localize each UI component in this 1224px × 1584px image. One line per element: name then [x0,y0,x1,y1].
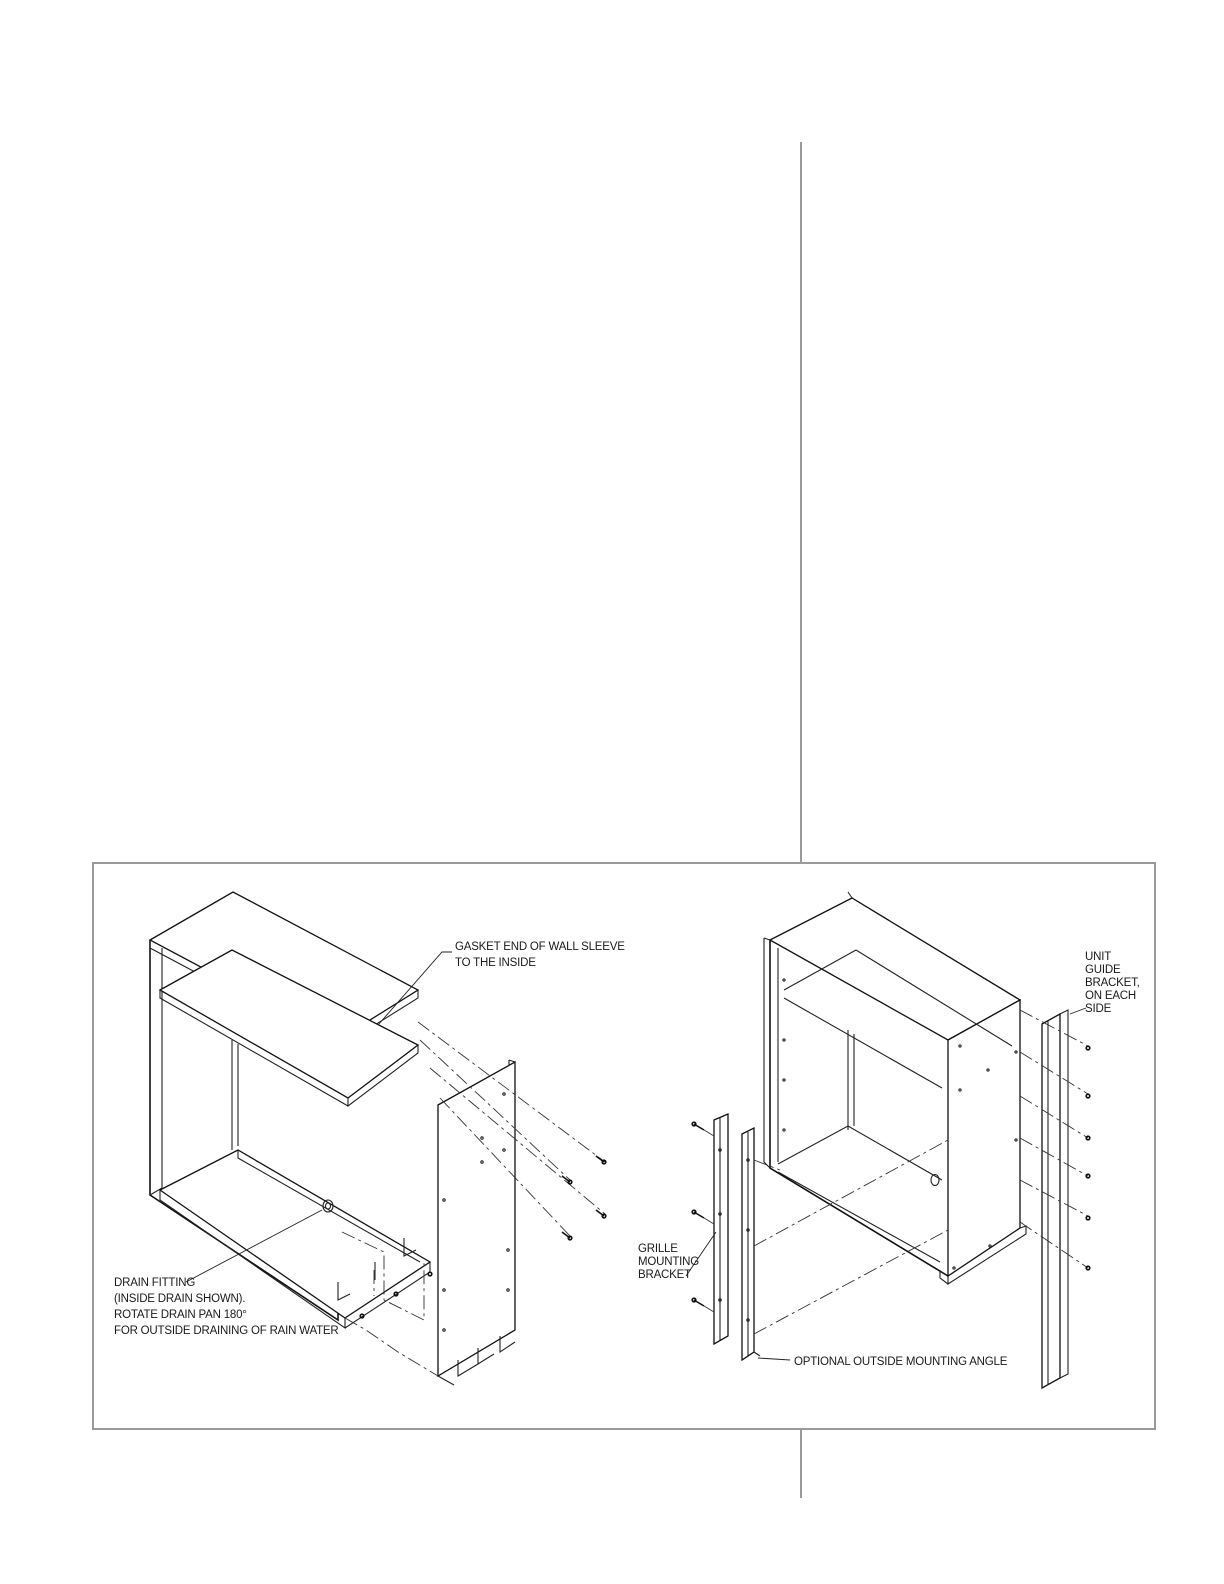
drain-label-line-4: FOR OUTSIDE DRAINING OF RAIN WATER [114,1325,339,1337]
drain-label-line-1: DRAIN FITTING [114,1277,196,1289]
drain-label-line-3: ROTATE DRAIN PAN 180° [114,1309,247,1321]
right-wall-sleeve-assembly [686,892,1090,1388]
drain-label-line-2: (INSIDE DRAIN SHOWN). [114,1293,246,1305]
gasket-label-line-1: GASKET END OF WALL SLEEVE [455,941,625,953]
unit-guide-label-line-4: ON EACH [1085,990,1136,1002]
grille-label-line-2: MOUNTING [638,1256,700,1268]
unit-guide-label-line-1: UNIT [1085,951,1112,963]
unit-guide-label-line-3: BRACKET, [1085,977,1140,989]
grille-label-line-1: GRILLE [638,1243,678,1255]
unit-guide-label-line-5: SIDE [1085,1003,1112,1015]
outside-angle-label: OPTIONAL OUTSIDE MOUNTING ANGLE [794,1356,1008,1368]
gasket-label-line-2: TO THE INSIDE [455,957,536,969]
unit-guide-label-line-2: GUIDE [1085,964,1121,976]
grille-label-line-3: BRACKET [638,1269,691,1281]
